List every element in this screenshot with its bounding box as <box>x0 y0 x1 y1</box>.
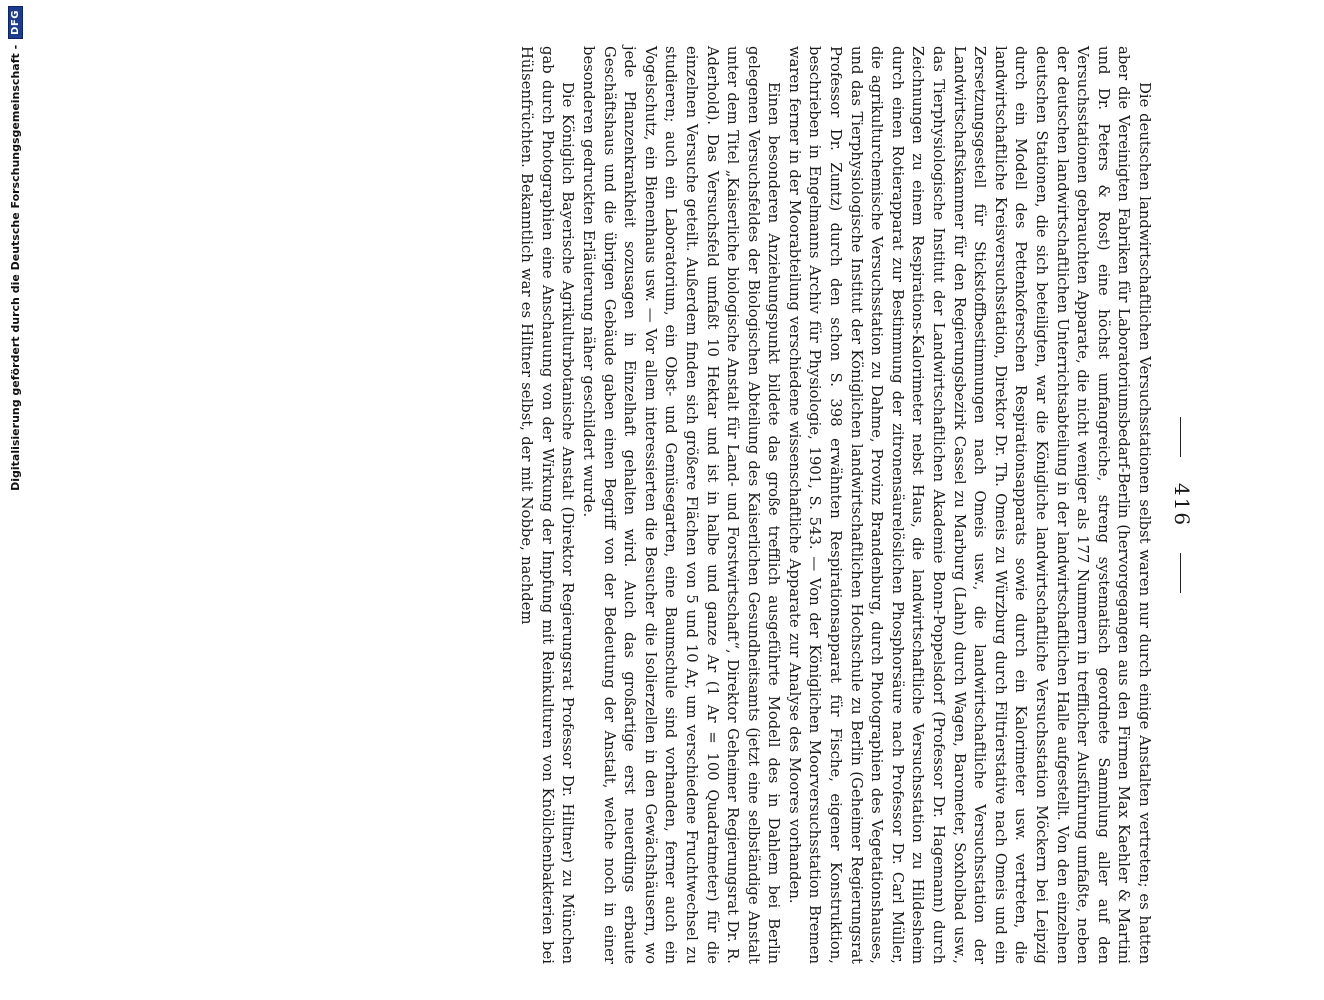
page-body <box>516 46 1154 964</box>
credit-text: Digitalisierung gefördert durch die Deutsche Forschungsgemeinschaft - <box>8 44 22 491</box>
paragraph-2: Einen besonderen Anziehungspunkt bildete das große trefflich ausgeführte Modell des in Dahlem bei Berlin gelegenen Versuchsfeldes der Biologischen Abteilung des Kaiserlichen Gesundheitsamts (jetzt eine selbständige Anstalt unter dem Titel „Kaiserliche biologische Anstalt für Land- und Forstwirtschaft“, Direktor Geheimer Regierungsrat Dr. R. Aderhold). Das Versuchsfeld umfaßt 10 Hektar und ist in halbe und ganze Ar (1 Ar = 100 Quadratmeter) für die einzelnen Versuche geteilt. Außerdem finden sich größere Flächen von 5 und 10 Ar, um verschiedene Fruchtwechsel zu studieren; auch ein Laboratorium, ein Obst- und Gemüsegarten, eine Baumschule sind vorhanden, ferner auch ein Vogelschutz, ein Bienenhaus usw. — Vor allem interessierten die Besucher die Isolierzellen in den Gewächshäusern, wo jede Pflanzenkrankheit sozusagen in Einzelhaft gehalten wird. Auch das großartige erst neuerdings erbaute Geschäftshaus und die übrigen Gebäude gaben einen Begriff von der Bedeutung der Anstalt, welche noch in einer besonderen gedruckten Erläuterung näher geschildert wurde. <box>579 46 783 964</box>
digitization-credit <box>4 0 30 1000</box>
paragraph-1: Die deutschen landwirtschaftlichen Versuchsstationen selbst waren nur durch einige Anstalten vertreten; es hatten aber die Vereinigten Fabriken für Laboratoriumsbedarf-Berlin (hervorgegangen aus den Firmen Max Kaehler & Martini und Dr. Peters & Rost) eine höchst umfangreiche, streng systematisch geordnete Sammlung aller auf den Versuchsstationen gebrauchten Apparate, die nicht weniger als 177 Nummern in trefflicher Ausführung umfaßte, neben der deutschen landwirtschaftlichen Unterrichtsabteilung in der landwirtschaftlichen Halle aufgestellt. Von den einzelnen deutschen Stationen, die sich beteiligten, war die Königliche landwirtschaftliche Versuchsstation Möckern bei Leipzig durch ein Modell des Pettenkoferschen Respirationsapparats sowie durch ein Kalorimeter usw. vertreten, die landwirtschaftliche Kreisversuchsstation, Direktor Dr. Th. Omeis zu Würzburg durch Filtrierstative nach Omeis und ein Zersetzungsgestell für Stickstoffbestimmungen nach Omeis usw., die landwirtschaftliche Versuchsstation der Landwirtschaftskammer für den Regierungsbezirk Cassel zu Marburg (Lahn) durch Wagen, Barometer, Soxholbad usw., das Tierphysiologische Institut der Landwirtschaftlichen Akademie Bonn-Poppelsdorf (Professor Dr. Hagemann) durch Zeichnungen zu einem Respirations-Kalorimeter nebst Haus, die landwirtschaftliche Versuchsstation zu Hildesheim durch einen Rotierapparat zur Bestimmung der zitronensäurelöslichen Phosphorsäure nach Professor Dr. Carl Müller, die agrikulturchemische Versuchsstation zu Dahme, Provinz Brandenburg, durch Photographien des Vegetationshauses, und das Tierphysiologische Institut der Königlichen landwirtschaftlichen Hochschule zu Berlin (Geheimer Regierungsrat Professor Dr. Zuntz) durch den schon S. 398 erwähnten Respirationsapparat für Fische, eigener Konstruktion, beschrieben in Engelmanns Archiv für Physiologie, 1901, S. 543. — Von der Königlichen Moorversuchsstation Bremen waren ferner in der Moorabteilung verschiedene wissenschaftliche Apparate zur Analyse des Moores vorhanden. <box>785 46 1153 964</box>
paragraph-3: Die Königlich Bayerische Agrikulturbotanische Anstalt (Direktor Regierungsrat Professor Dr. Hiltner) zu München gab durch Photographien eine Anschauung von der Wirkung der Impfung mit Reinkulturen von Knöllchenbakterien bei Hülsenfrüchten. Bekanntlich war es Hiltner selbst, der mit Nobbe, nachdem <box>518 46 577 964</box>
scanned-page <box>114 40 1214 970</box>
page-number: 416 <box>1170 482 1194 528</box>
header-dash-left <box>1180 417 1181 457</box>
header-dash-right <box>1180 553 1181 593</box>
page-header <box>1170 40 1194 970</box>
dfg-logo-icon: DFG <box>8 6 23 39</box>
